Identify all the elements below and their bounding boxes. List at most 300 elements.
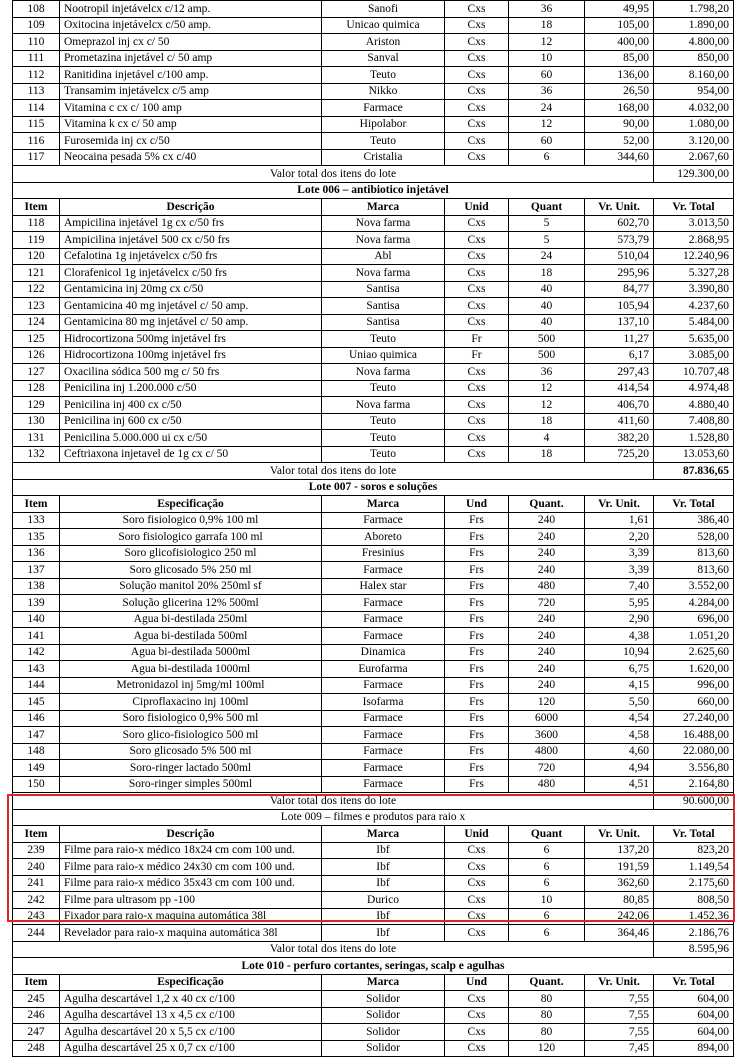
- table-row: [13, 100, 734, 117]
- table-row: [13, 545, 734, 562]
- table-cell: Ampicilina injetável 1g cx c/50 frs: [60, 215, 322, 232]
- table-cell: 136: [13, 545, 60, 562]
- table-cell: Cxs: [445, 1007, 509, 1024]
- lote-title: Lote 009 – filmes e produtos para raio x: [13, 809, 734, 826]
- table-cell: Frs: [445, 760, 509, 777]
- table-row: [13, 347, 734, 364]
- lote-title-row: [13, 479, 734, 496]
- table-cell: 125: [13, 331, 60, 348]
- table-cell: Agua bi-destilada 1000ml: [60, 661, 322, 678]
- lote-title: Lote 007 - soros e soluções: [13, 479, 734, 496]
- table-cell: 6: [509, 149, 585, 166]
- table-cell: Fr: [445, 347, 509, 364]
- table-cell: 24: [509, 100, 585, 117]
- table-cell: 362,60: [585, 875, 654, 892]
- table-cell: 240: [509, 677, 585, 694]
- table-cell: 242: [13, 892, 60, 909]
- total-value: 87.836,65: [654, 463, 734, 480]
- table-cell: Ampicilina injetável 500 cx c/50 frs: [60, 232, 322, 249]
- table-row: [13, 1, 734, 18]
- table-cell: 4.284,00: [654, 595, 734, 612]
- table-cell: 5: [509, 215, 585, 232]
- table-cell: 145: [13, 694, 60, 711]
- table-cell: 245: [13, 991, 60, 1008]
- table-row: [13, 611, 734, 628]
- table-cell: Frs: [445, 677, 509, 694]
- table-cell: Nova farma: [322, 265, 445, 282]
- table-cell: 4.974,48: [654, 380, 734, 397]
- table-cell: 2.067,60: [654, 149, 734, 166]
- table-cell: 143: [13, 661, 60, 678]
- table-cell: Prometazina injetável c/ 50 amp: [60, 50, 322, 67]
- table-cell: Frs: [445, 529, 509, 546]
- table-cell: 146: [13, 710, 60, 727]
- table-cell: 1,61: [585, 512, 654, 529]
- total-row: [13, 793, 734, 810]
- table-cell: Furosemida inj cx c/50: [60, 133, 322, 150]
- table-cell: Oxitocina injetávelcx c/50 amp.: [60, 17, 322, 34]
- table-cell: 138: [13, 578, 60, 595]
- table-cell: 5.327,28: [654, 265, 734, 282]
- table-cell: Frs: [445, 562, 509, 579]
- table-cell: 36: [509, 83, 585, 100]
- table-cell: 246: [13, 1007, 60, 1024]
- column-header: Vr. Total: [654, 496, 734, 513]
- table-cell: 7,40: [585, 578, 654, 595]
- table-cell: Nootropil injetávelcx c/12 amp.: [60, 1, 322, 18]
- table-cell: Cxs: [445, 314, 509, 331]
- table-cell: 240: [509, 512, 585, 529]
- table-row: [13, 232, 734, 249]
- table-cell: Cxs: [445, 364, 509, 381]
- table-row: [13, 446, 734, 463]
- total-row: [13, 941, 734, 958]
- table-cell: Dinamica: [322, 644, 445, 661]
- table-cell: Ibf: [322, 875, 445, 892]
- table-cell: Agua bi-destilada 500ml: [60, 628, 322, 645]
- table-cell: Soro glicosado 5% 250 ml: [60, 562, 322, 579]
- table-cell: Santisa: [322, 281, 445, 298]
- table-cell: Cxs: [445, 908, 509, 925]
- table-cell: 16.488,00: [654, 727, 734, 744]
- table-cell: 115: [13, 116, 60, 133]
- table-cell: Nova farma: [322, 364, 445, 381]
- table-cell: 2.868,95: [654, 232, 734, 249]
- table-cell: 12: [509, 397, 585, 414]
- table-cell: 141: [13, 628, 60, 645]
- table-cell: Soro glicofisiologico 250 ml: [60, 545, 322, 562]
- table-cell: Cxs: [445, 875, 509, 892]
- table-row: [13, 50, 734, 67]
- table-cell: 110: [13, 34, 60, 51]
- table-cell: Penicilina inj 1.200.000 c/50: [60, 380, 322, 397]
- table-cell: 400,00: [585, 34, 654, 51]
- table-cell: Cxs: [445, 83, 509, 100]
- table-cell: 80: [509, 991, 585, 1008]
- table-cell: 40: [509, 281, 585, 298]
- table-cell: Halex star: [322, 578, 445, 595]
- table-cell: 241: [13, 875, 60, 892]
- table-cell: Soro-ringer lactado 500ml: [60, 760, 322, 777]
- table-cell: Ariston: [322, 34, 445, 51]
- lote-title-row: [13, 182, 734, 199]
- table-cell: 3.390,80: [654, 281, 734, 298]
- table-cell: Hidrocortizona 100mg injetável frs: [60, 347, 322, 364]
- column-header: Item: [13, 826, 60, 843]
- table-cell: 4,54: [585, 710, 654, 727]
- table-cell: 80,85: [585, 892, 654, 909]
- table-cell: 297,43: [585, 364, 654, 381]
- table-cell: Teuto: [322, 331, 445, 348]
- table-cell: Frs: [445, 694, 509, 711]
- table-cell: 1.890,00: [654, 17, 734, 34]
- table-cell: 137,20: [585, 842, 654, 859]
- table-row: [13, 760, 734, 777]
- table-cell: 4,58: [585, 727, 654, 744]
- table-cell: 120: [509, 1040, 585, 1057]
- table-row: [13, 578, 734, 595]
- column-header: Und: [445, 496, 509, 513]
- table-cell: Penicilina 5.000.000 ui cx c/50: [60, 430, 322, 447]
- column-header: Vr. Total: [654, 826, 734, 843]
- column-header-row: [13, 496, 734, 513]
- table-cell: 6: [509, 925, 585, 942]
- column-header: Vr. Unit.: [585, 199, 654, 216]
- table-row: [13, 743, 734, 760]
- table-cell: 127: [13, 364, 60, 381]
- table-cell: Teuto: [322, 430, 445, 447]
- table-cell: 247: [13, 1024, 60, 1041]
- table-cell: Cxs: [445, 925, 509, 942]
- table-cell: Sanofi: [322, 1, 445, 18]
- table-cell: 996,00: [654, 677, 734, 694]
- table-cell: Cxs: [445, 50, 509, 67]
- table-cell: 120: [13, 248, 60, 265]
- table-cell: Filme para ultrasom pp -100: [60, 892, 322, 909]
- table-cell: 3.120,00: [654, 133, 734, 150]
- table-cell: 386,40: [654, 512, 734, 529]
- table-row: [13, 595, 734, 612]
- column-header: Quant: [509, 199, 585, 216]
- table-cell: Ibf: [322, 842, 445, 859]
- table-cell: Isofarma: [322, 694, 445, 711]
- table-cell: Fixador para raio-x maquina automática 38l: [60, 908, 322, 925]
- table-cell: 240: [509, 644, 585, 661]
- table-cell: 11,27: [585, 331, 654, 348]
- table-cell: 132: [13, 446, 60, 463]
- table-row: [13, 776, 734, 793]
- table-cell: Santisa: [322, 314, 445, 331]
- table-cell: 894,00: [654, 1040, 734, 1057]
- table-cell: 12: [509, 116, 585, 133]
- column-header: Quant: [509, 826, 585, 843]
- table-cell: Cxs: [445, 446, 509, 463]
- table-row: [13, 562, 734, 579]
- table-cell: 1.528,80: [654, 430, 734, 447]
- table-cell: Vitamina k cx c/ 50 amp: [60, 116, 322, 133]
- table-row: [13, 875, 734, 892]
- table-cell: 1.149,54: [654, 859, 734, 876]
- table-cell: 1.051,20: [654, 628, 734, 645]
- table-cell: 24: [509, 248, 585, 265]
- table-cell: Agulha descartável 1,2 x 40 cx c/100: [60, 991, 322, 1008]
- table-row: [13, 892, 734, 909]
- table-cell: Filme para raio-x médico 24x30 cm com 100 und.: [60, 859, 322, 876]
- table-cell: Farmace: [322, 677, 445, 694]
- table-cell: 5,95: [585, 595, 654, 612]
- table-cell: 109: [13, 17, 60, 34]
- table-cell: Abl: [322, 248, 445, 265]
- lote-title-row: [13, 958, 734, 975]
- table-cell: 84,77: [585, 281, 654, 298]
- table-cell: Farmace: [322, 727, 445, 744]
- table-row: [13, 1040, 734, 1057]
- table-cell: 500: [509, 347, 585, 364]
- lote-title: Lote 010 - perfuro cortantes, seringas, scalp e agulhas: [13, 958, 734, 975]
- table-cell: Farmace: [322, 611, 445, 628]
- table-cell: Metronidazol inj 5mg/ml 100ml: [60, 677, 322, 694]
- table-row: [13, 331, 734, 348]
- table-cell: 510,04: [585, 248, 654, 265]
- table-cell: Farmace: [322, 595, 445, 612]
- table-cell: Cxs: [445, 17, 509, 34]
- table-cell: Cxs: [445, 100, 509, 117]
- table-cell: 4.237,60: [654, 298, 734, 315]
- table-cell: Cxs: [445, 298, 509, 315]
- column-header: Especificação: [60, 496, 322, 513]
- table-row: [13, 364, 734, 381]
- table-cell: 5,50: [585, 694, 654, 711]
- table-cell: Cxs: [445, 232, 509, 249]
- table-row: [13, 83, 734, 100]
- table-cell: 22.080,00: [654, 743, 734, 760]
- table-row: [13, 67, 734, 84]
- table-cell: 3600: [509, 727, 585, 744]
- table-cell: Vitamina c cx c/ 100 amp: [60, 100, 322, 117]
- table-row: [13, 133, 734, 150]
- table-cell: 133: [13, 512, 60, 529]
- table-cell: 3.556,80: [654, 760, 734, 777]
- table-cell: 18: [509, 265, 585, 282]
- table-cell: 6: [509, 842, 585, 859]
- table-cell: Cxs: [445, 1024, 509, 1041]
- table-cell: 26,50: [585, 83, 654, 100]
- total-value: 129.300,00: [654, 166, 734, 183]
- table-cell: 2,90: [585, 611, 654, 628]
- column-header: Marca: [322, 496, 445, 513]
- table-cell: 528,00: [654, 529, 734, 546]
- table-cell: Farmace: [322, 710, 445, 727]
- table-cell: 2.164,80: [654, 776, 734, 793]
- table-cell: Soro fisiologico 0,9% 500 ml: [60, 710, 322, 727]
- table-cell: Solidor: [322, 991, 445, 1008]
- table-row: [13, 529, 734, 546]
- table-row: [13, 694, 734, 711]
- table-cell: 7.408,80: [654, 413, 734, 430]
- table-cell: Farmace: [322, 628, 445, 645]
- table-cell: Ciproflaxacino inj 100ml: [60, 694, 322, 711]
- table-row: [13, 281, 734, 298]
- table-row: [13, 677, 734, 694]
- column-header: Und: [445, 974, 509, 991]
- table-cell: Revelador para raio-x maquina automática 38l: [60, 925, 322, 942]
- table-cell: 3.085,00: [654, 347, 734, 364]
- table-row: [13, 413, 734, 430]
- table-cell: Hipolabor: [322, 116, 445, 133]
- table-cell: Frs: [445, 578, 509, 595]
- table-cell: 49,95: [585, 1, 654, 18]
- table-cell: Frs: [445, 644, 509, 661]
- table-cell: 108: [13, 1, 60, 18]
- table-cell: Teuto: [322, 446, 445, 463]
- table-cell: 7,45: [585, 1040, 654, 1057]
- table-row: [13, 314, 734, 331]
- table-cell: 113: [13, 83, 60, 100]
- table-cell: 12.240,96: [654, 248, 734, 265]
- table-cell: 114: [13, 100, 60, 117]
- table-cell: Cxs: [445, 34, 509, 51]
- table-cell: 120: [509, 694, 585, 711]
- table-cell: 500: [509, 331, 585, 348]
- table-cell: 27.240,00: [654, 710, 734, 727]
- table-cell: 2.625,60: [654, 644, 734, 661]
- table-cell: 105,00: [585, 17, 654, 34]
- table-cell: 813,60: [654, 545, 734, 562]
- table-cell: 2.175,60: [654, 875, 734, 892]
- total-label: Valor total dos itens do lote: [13, 166, 654, 183]
- table-cell: Nova farma: [322, 215, 445, 232]
- table-cell: Soro-ringer simples 500ml: [60, 776, 322, 793]
- table-cell: Cxs: [445, 892, 509, 909]
- table-cell: 168,00: [585, 100, 654, 117]
- table-cell: Hidrocortizona 500mg injetável frs: [60, 331, 322, 348]
- table-cell: 124: [13, 314, 60, 331]
- table-cell: 240: [509, 529, 585, 546]
- table-cell: Ranitidina injetável c/100 amp.: [60, 67, 322, 84]
- table-cell: Teuto: [322, 380, 445, 397]
- table-cell: Frs: [445, 512, 509, 529]
- table-cell: Filme para raio-x médico 35x43 cm com 100 und.: [60, 875, 322, 892]
- table-cell: 3,39: [585, 562, 654, 579]
- table-row: [13, 842, 734, 859]
- table-cell: 148: [13, 743, 60, 760]
- table-row: [13, 380, 734, 397]
- table-cell: 4,38: [585, 628, 654, 645]
- table-cell: Cxs: [445, 397, 509, 414]
- price-table-body: [13, 1, 734, 1057]
- table-cell: Solução glicerina 12% 500ml: [60, 595, 322, 612]
- table-cell: 7,55: [585, 1007, 654, 1024]
- total-row: [13, 463, 734, 480]
- column-header: Vr. Unit.: [585, 974, 654, 991]
- table-cell: 406,70: [585, 397, 654, 414]
- column-header: Especificação: [60, 974, 322, 991]
- table-cell: 40: [509, 314, 585, 331]
- table-cell: Frs: [445, 661, 509, 678]
- table-cell: 813,60: [654, 562, 734, 579]
- table-cell: Ibf: [322, 859, 445, 876]
- table-cell: 240: [509, 545, 585, 562]
- column-header: Vr. Total: [654, 974, 734, 991]
- table-cell: Soro glico-fisiologico 500 ml: [60, 727, 322, 744]
- table-cell: Cxs: [445, 215, 509, 232]
- table-cell: 696,00: [654, 611, 734, 628]
- table-cell: Aboreto: [322, 529, 445, 546]
- lote-title: Lote 006 – antibiotico injetável: [13, 182, 734, 199]
- table-cell: 239: [13, 842, 60, 859]
- table-cell: Agulha descartável 13 x 4,5 cx c/100: [60, 1007, 322, 1024]
- table-cell: Farmace: [322, 562, 445, 579]
- table-cell: Frs: [445, 776, 509, 793]
- table-cell: 149: [13, 760, 60, 777]
- table-cell: 4,15: [585, 677, 654, 694]
- table-cell: Cxs: [445, 413, 509, 430]
- table-cell: 131: [13, 430, 60, 447]
- table-cell: 6,75: [585, 661, 654, 678]
- table-cell: 137: [13, 562, 60, 579]
- table-row: [13, 1007, 734, 1024]
- table-cell: 1.080,00: [654, 116, 734, 133]
- table-cell: Filme para raio-x médico 18x24 cm com 100 und.: [60, 842, 322, 859]
- table-cell: 18: [509, 413, 585, 430]
- table-cell: Cxs: [445, 842, 509, 859]
- table-cell: 808,50: [654, 892, 734, 909]
- total-value: 8.595,96: [654, 941, 734, 958]
- table-cell: 725,20: [585, 446, 654, 463]
- table-cell: 602,70: [585, 215, 654, 232]
- table-cell: Farmace: [322, 743, 445, 760]
- column-header: Vr. Total: [654, 199, 734, 216]
- table-cell: 295,96: [585, 265, 654, 282]
- table-cell: Solidor: [322, 1024, 445, 1041]
- table-cell: 128: [13, 380, 60, 397]
- table-cell: 660,00: [654, 694, 734, 711]
- table-row: [13, 215, 734, 232]
- table-cell: 344,60: [585, 149, 654, 166]
- table-cell: Gentamicina inj 20mg cx c/50: [60, 281, 322, 298]
- table-cell: Gentamicina 40 mg injetável c/ 50 amp.: [60, 298, 322, 315]
- table-cell: 121: [13, 265, 60, 282]
- table-cell: Soro fisiologico 0,9% 100 ml: [60, 512, 322, 529]
- table-cell: Farmace: [322, 760, 445, 777]
- table-cell: 117: [13, 149, 60, 166]
- table-row: [13, 644, 734, 661]
- table-cell: Penicilina inj 600 cx c/50: [60, 413, 322, 430]
- lote-title-row: [13, 809, 734, 826]
- table-row: [13, 710, 734, 727]
- table-row: [13, 34, 734, 51]
- table-cell: 240: [13, 859, 60, 876]
- table-cell: Omeprazol inj cx c/ 50: [60, 34, 322, 51]
- table-cell: 80: [509, 1024, 585, 1041]
- table-cell: 12: [509, 34, 585, 51]
- table-cell: Eurofarma: [322, 661, 445, 678]
- table-cell: 119: [13, 232, 60, 249]
- table-cell: 954,00: [654, 83, 734, 100]
- table-row: [13, 265, 734, 282]
- table-cell: 85,00: [585, 50, 654, 67]
- table-row: [13, 512, 734, 529]
- table-cell: 52,00: [585, 133, 654, 150]
- table-cell: 6: [509, 875, 585, 892]
- table-cell: 6000: [509, 710, 585, 727]
- table-cell: 7,55: [585, 1024, 654, 1041]
- table-cell: Ibf: [322, 908, 445, 925]
- table-row: [13, 430, 734, 447]
- table-cell: 80: [509, 1007, 585, 1024]
- table-cell: Teuto: [322, 67, 445, 84]
- table-cell: 240: [509, 628, 585, 645]
